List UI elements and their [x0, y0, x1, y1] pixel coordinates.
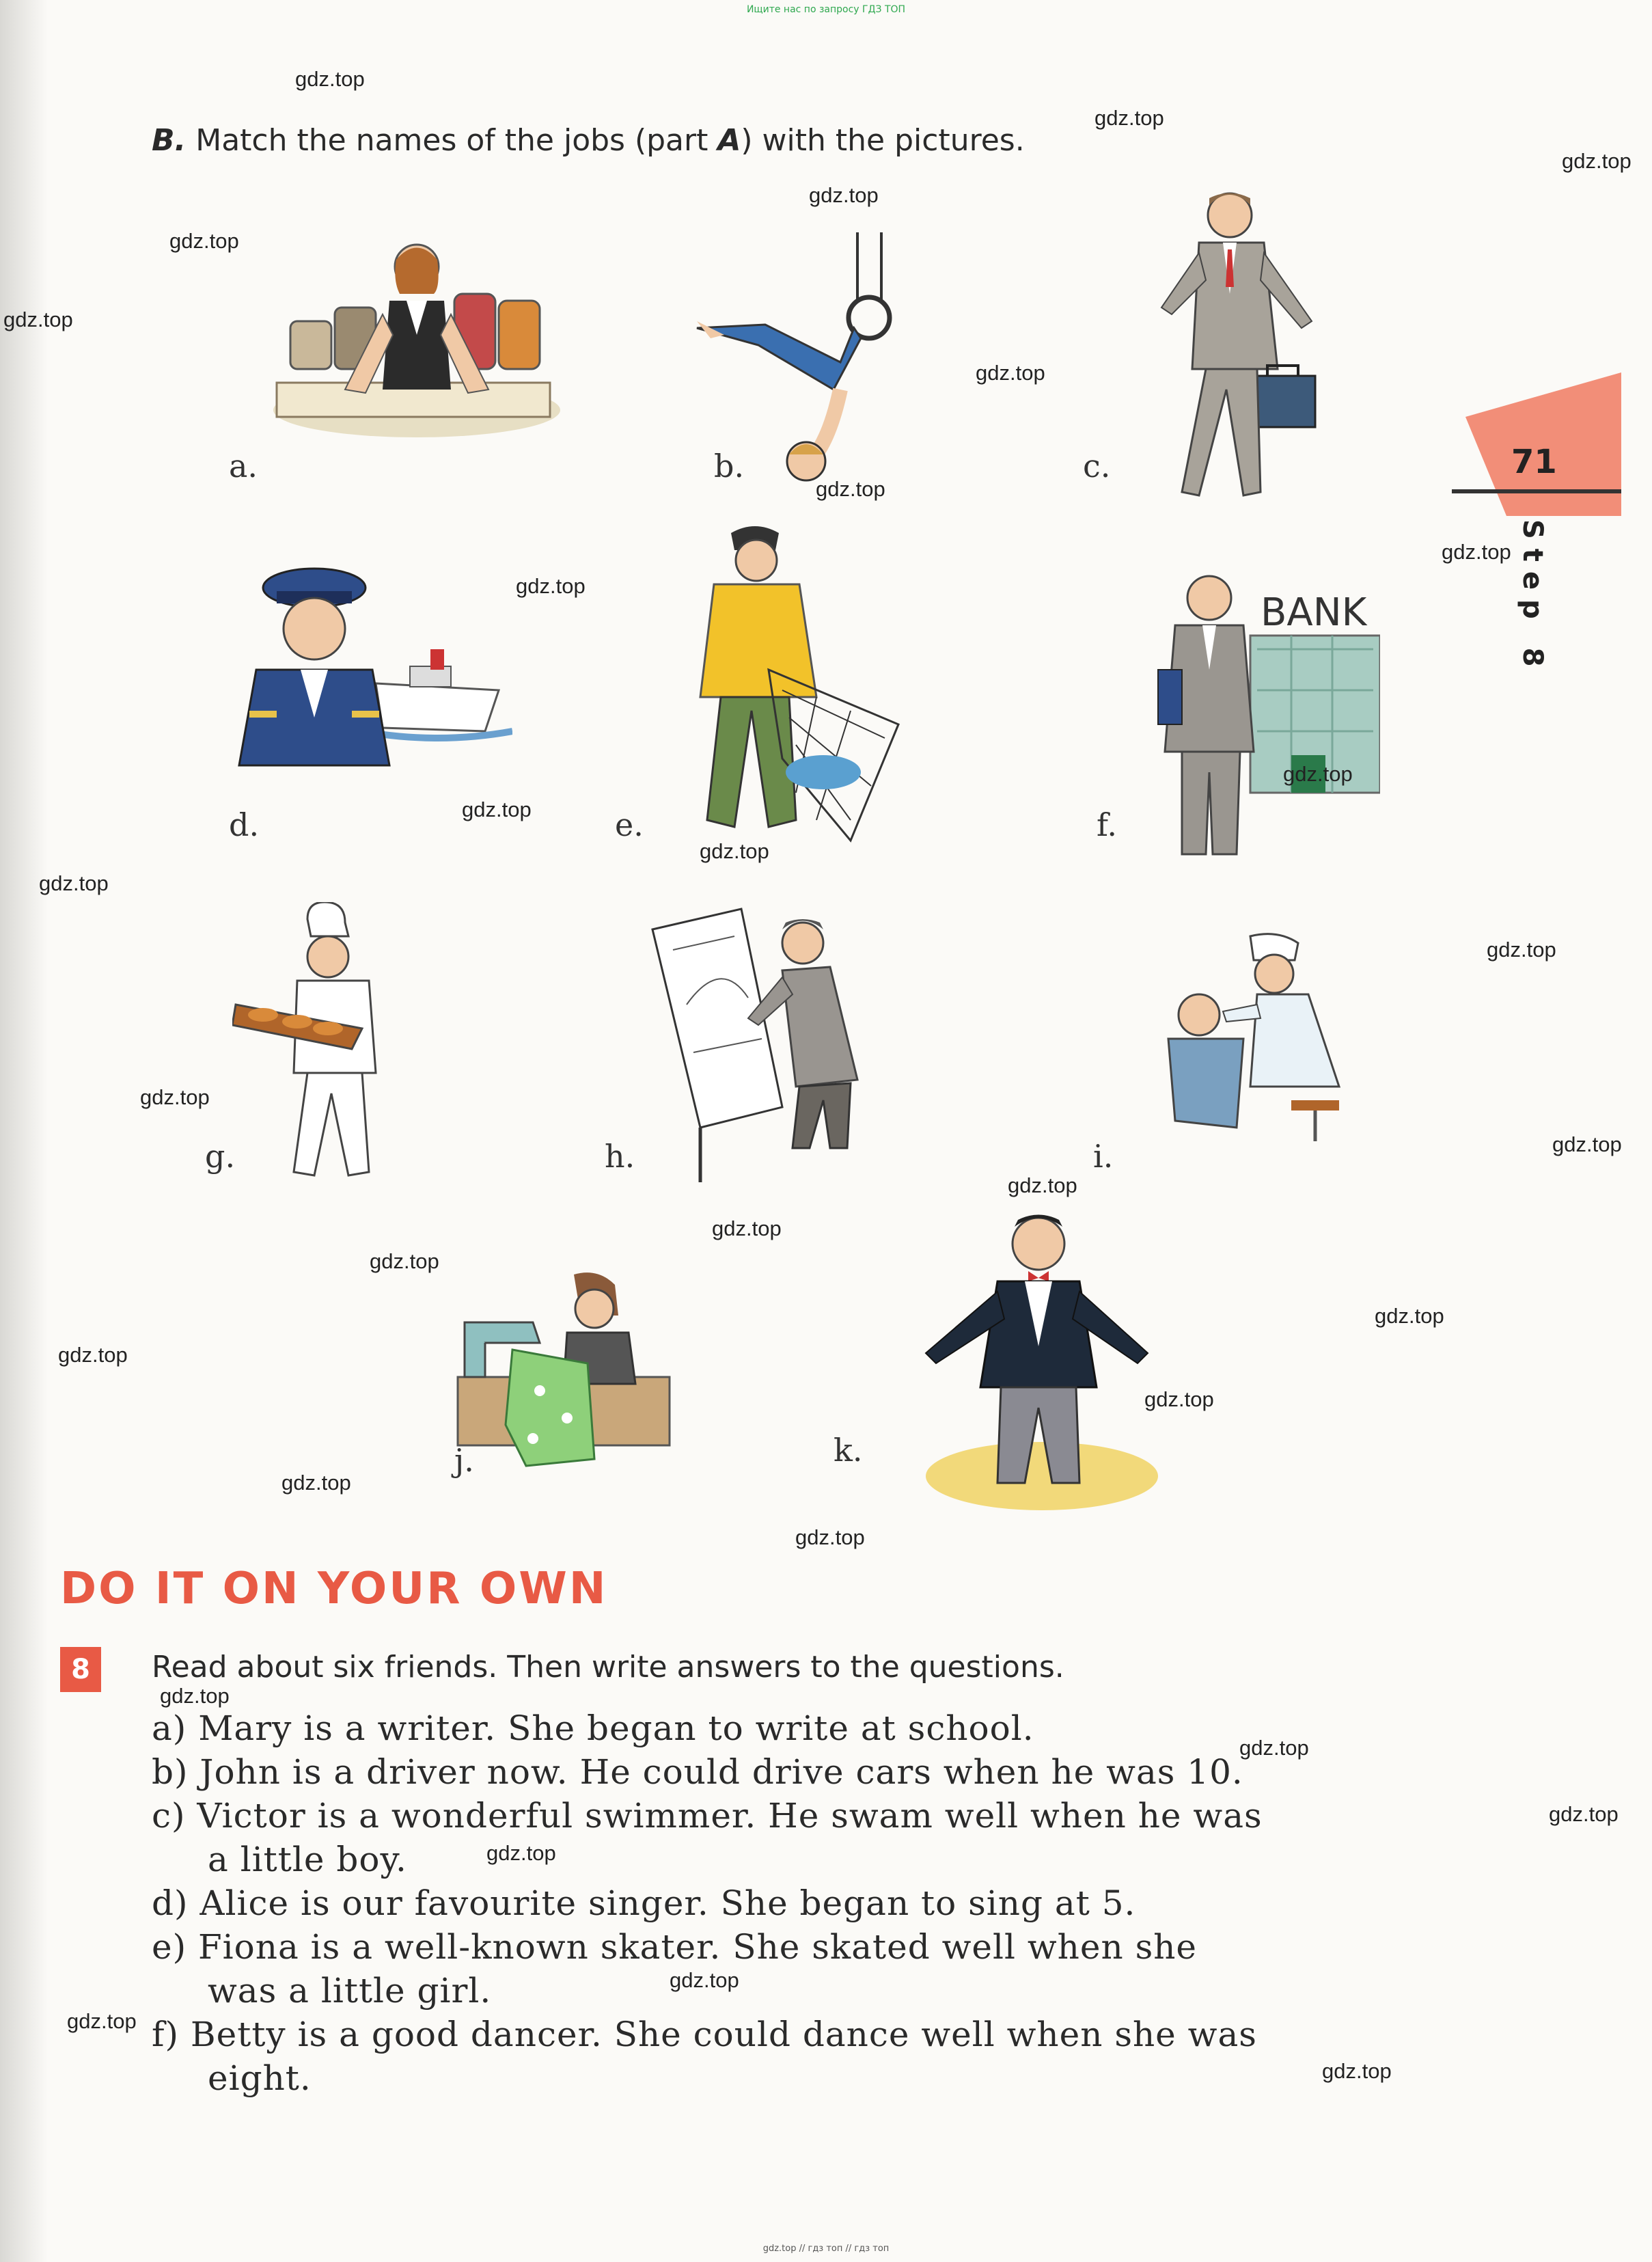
- watermark: gdz.top: [976, 361, 1045, 385]
- banker-picture: [1155, 567, 1380, 861]
- dressmaker-picture: [451, 1268, 676, 1473]
- watermark: gdz.top: [39, 871, 109, 895]
- exercise-line-e-cont: was a little girl.: [208, 1971, 492, 2011]
- picture-label-c: c.: [1083, 448, 1111, 485]
- watermark: gdz.top: [160, 1684, 230, 1708]
- watermark: gdz.top: [712, 1216, 782, 1240]
- watermark: gdz.top: [670, 1968, 739, 1992]
- header-note: Ищите нас по запросу ГДЗ ТОП: [746, 4, 906, 15]
- businessman-picture: [1141, 185, 1325, 513]
- watermark: gdz.top: [1375, 1304, 1444, 1328]
- watermark: gdz.top: [67, 2009, 137, 2033]
- exercise-line-b: b) John is a driver now. He could drive cars when he was 10.: [152, 1752, 1243, 1792]
- dentist-picture: [1161, 929, 1353, 1148]
- watermark: gdz.top: [58, 1343, 128, 1367]
- picture-label-i: i.: [1093, 1138, 1114, 1175]
- watermark: gdz.top: [462, 798, 532, 821]
- watermark: gdz.top: [486, 1841, 556, 1865]
- watermark: gdz.top: [281, 1471, 351, 1495]
- picture-label-e: e.: [615, 806, 644, 843]
- exercise-line-d: d) Alice is our favourite singer. She began to sing at 5.: [152, 1883, 1136, 1923]
- watermark: gdz.top: [795, 1525, 865, 1549]
- task-b-part-letter: A: [717, 123, 741, 158]
- watermark: gdz.top: [1552, 1132, 1622, 1156]
- picture-label-j: j.: [454, 1442, 474, 1479]
- watermark: gdz.top: [1322, 2059, 1392, 2083]
- watermark: gdz.top: [3, 308, 73, 331]
- exercise-line-f: f) Betty is a good dancer. She could dance well when she was: [152, 2015, 1257, 2054]
- watermark: gdz.top: [1008, 1173, 1077, 1197]
- singer-picture: [916, 1210, 1161, 1510]
- exercise-line-a: a) Mary is a writer. She began to write at school.: [152, 1708, 1034, 1748]
- footer-note: gdz.top // гдз топ // гдз топ: [762, 2244, 890, 2254]
- watermark: gdz.top: [1095, 106, 1164, 130]
- exercise-line-f-cont: eight.: [208, 2058, 312, 2098]
- watermark: gdz.top: [169, 229, 239, 253]
- task-b-text-2: ) with the pictures.: [741, 123, 1025, 158]
- watermark: gdz.top: [809, 183, 879, 207]
- exercise-line-e: e) Fiona is a well-known skater. She skated well when she: [152, 1927, 1198, 1967]
- step-label: Step 8: [1517, 519, 1548, 677]
- watermark: gdz.top: [816, 477, 885, 501]
- page-number: 71: [1511, 443, 1557, 481]
- watermark: gdz.top: [1549, 1802, 1619, 1826]
- baker-picture: [232, 902, 410, 1182]
- picture-label-f: f.: [1097, 806, 1118, 843]
- page-gutter-shadow: [0, 0, 48, 2262]
- watermark: gdz.top: [1442, 540, 1511, 564]
- page-number-rule: [1452, 489, 1621, 493]
- architect-picture: [646, 902, 892, 1189]
- watermark: gdz.top: [370, 1249, 439, 1273]
- bank-sign: BANK: [1261, 590, 1367, 635]
- task-b-text-1: Match the names of the jobs (part: [186, 123, 718, 158]
- watermark: gdz.top: [1144, 1387, 1214, 1411]
- exercise-line-c: c) Victor is a wonderful swimmer. He swam well when he was: [152, 1796, 1263, 1836]
- reverse-page-show-through: [205, 171, 240, 212]
- picture-label-b: b.: [714, 448, 745, 485]
- picture-label-d: d.: [229, 806, 260, 843]
- exercise-number-badge: 8: [60, 1647, 101, 1692]
- watermark: gdz.top: [295, 67, 365, 91]
- section-title: DO IT ON YOUR OWN: [60, 1564, 608, 1614]
- watermark: gdz.top: [1283, 762, 1353, 786]
- picture-label-h: h.: [605, 1138, 635, 1175]
- exercise-instruction: Read about six friends. Then write answers to the questions.: [152, 1650, 1064, 1685]
- watermark: gdz.top: [140, 1085, 210, 1109]
- watermark: gdz.top: [1487, 938, 1556, 962]
- task-b-letter: B.: [152, 123, 187, 158]
- exercise-line-c-cont: a little boy.: [208, 1840, 407, 1879]
- fisherman-picture: [680, 519, 905, 847]
- watermark: gdz.top: [700, 839, 769, 863]
- watermark: gdz.top: [1239, 1736, 1309, 1760]
- watermark: gdz.top: [1562, 149, 1632, 173]
- watermark: gdz.top: [516, 574, 586, 598]
- gymnast-picture: [683, 226, 909, 485]
- sailor-picture: [225, 560, 512, 779]
- picture-label-a: a.: [229, 448, 258, 485]
- task-b-instruction: [152, 123, 1025, 158]
- picture-label-g: g.: [205, 1138, 236, 1175]
- picture-label-k: k.: [834, 1432, 863, 1469]
- shop-assistant-picture: [270, 239, 564, 444]
